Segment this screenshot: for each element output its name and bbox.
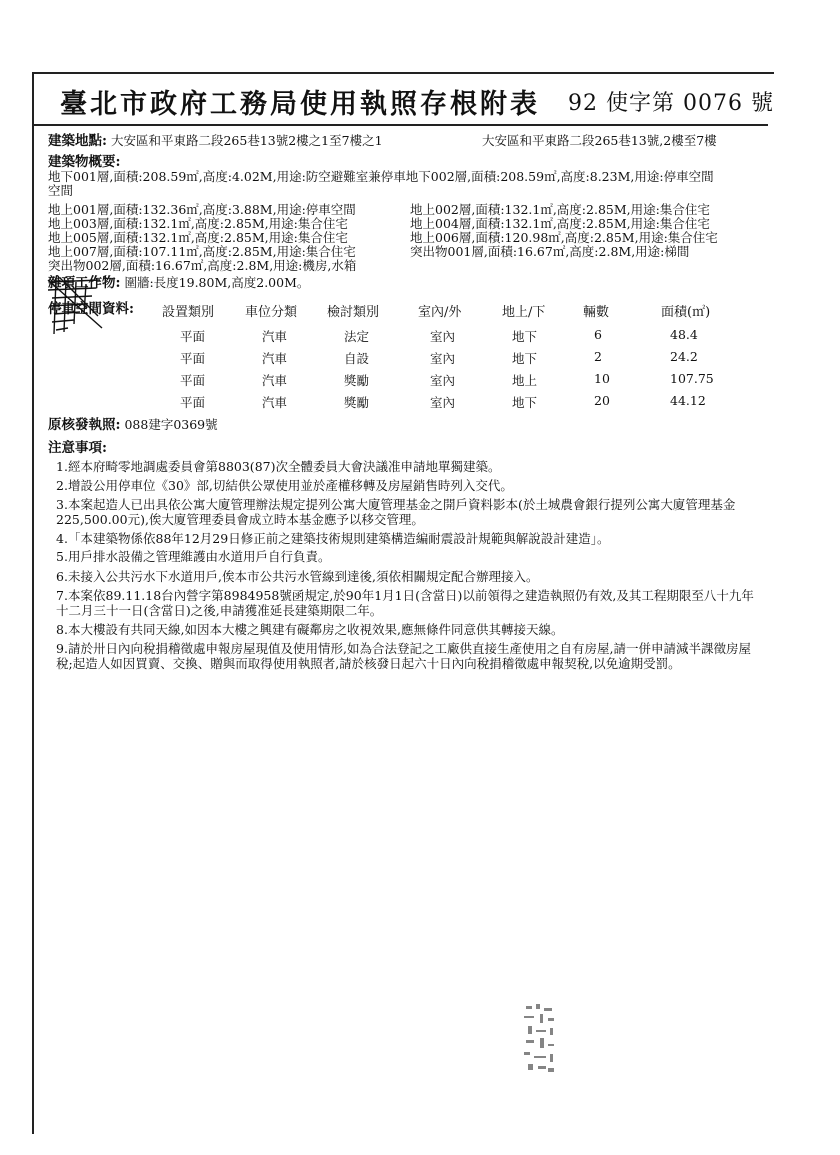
note-item-5 [56,549,762,564]
note-item-9 [56,641,762,671]
parking-cell: 法定 [344,329,370,344]
title-box [32,72,774,126]
parking-cell: 48.4 [670,327,698,342]
original-permit-row [48,418,218,432]
note-number: 8. [56,622,68,637]
note-item-4 [56,531,762,546]
parking-cell: 平面 [180,329,206,344]
parking-label: 停車空間資料: [48,301,134,317]
note-text: 增設公用停車位《30》部,切結供公眾使用並於產權移轉及房屋銷售時列入交代。 [68,478,513,493]
parking-cell: 地下 [512,395,538,410]
note-text: 本案起造人已出具依公寓大廈管理辦法規定提列公寓大廈管理基金之開戶資料影本(於土城農會銀行提列公寓大廈管理基金225,500.00元),俟大廈管理委員會成立時本基金應予以移交管理。 [56,497,736,527]
parking-cell: 汽車 [262,329,288,344]
site-label: 建築地點: [48,133,107,149]
parking-header-5: 地上/下 [502,305,546,320]
basement-line: 地下001層,面積:208.59㎡,高度:4.02M,用途:防空避難室兼停車地下002層,面積:208.59㎡,高度:8.23M,用途:停車空間 [48,169,714,184]
parking-cell: 6 [594,327,602,342]
stamp-mark [520,1002,560,1078]
document-title: 臺北市政府工務局使用執照存根附表 [60,89,540,120]
parking-cell: 室內 [430,329,456,344]
parking-cell: 地下 [512,329,538,344]
floor-left-3: 地上005層,面積:132.1㎡,高度:2.85M,用途:集合住宅 [48,230,348,245]
floor-left-4: 地上007層,面積:107.11㎡,高度:2.85M,用途:集合住宅 [48,244,356,259]
note-text: 經本府畸零地調處委員會第8803(87)次全體委員大會決議准申請地單獨建築。 [68,459,501,474]
note-number: 1. [56,459,68,474]
parking-cell: 室內 [430,373,456,388]
site-address-right: 大安區和平東路二段265巷13號,2樓至7樓 [482,133,717,148]
note-item-3 [56,497,762,527]
document-number: 92 使字第 0076 號 [568,91,774,116]
parking-cell: 地上 [512,373,538,388]
parking-header-3: 檢討類別 [327,305,380,320]
note-text: 用戶排水設備之管理維護由水道用戶自行負責。 [68,549,331,564]
parking-cell: 107.75 [670,371,714,386]
parking-cell: 獎勵 [344,373,370,388]
note-item-6 [56,569,762,584]
parking-cell: 平面 [180,351,206,366]
floor-right-3: 地上006層,面積:120.98㎡,高度:2.85M,用途:集合住宅 [410,230,718,245]
floor-right-4: 突出物001層,面積:16.67㎡,高度:2.8M,用途:梯間 [410,244,690,259]
note-number: 4. [56,531,68,546]
note-text: 本案依89.11.18台內營字第8984958號函規定,於90年1月1日(含當日)以前領得之建造執照仍有效,及其工程期限至八十九年十二月三十一日(含當日)之後,申請獲准延長建築期限二年。 [56,588,754,618]
floor-left-2: 地上003層,面積:132.1㎡,高度:2.85M,用途:集合住宅 [48,216,348,231]
note-number: 6. [56,569,68,584]
misc-label: 雜項工作物: [48,275,121,291]
note-text: 未接入公共污水下水道用戶,俟本市公共污水管線到達後,須依相關規定配合辦理接入。 [68,569,539,584]
floor-right-2: 地上004層,面積:132.1㎡,高度:2.85M,用途:集合住宅 [410,216,710,231]
parking-cell: 室內 [430,351,456,366]
note-text: 本大樓設有共同天線,如因本大樓之興建有礙鄰房之收視效果,應無條件同意供其轉接天線。 [68,622,564,637]
parking-cell: 汽車 [262,351,288,366]
parking-cell: 地下 [512,351,538,366]
original-permit-label: 原核發執照: [48,417,121,433]
note-number: 9. [56,641,68,656]
parking-cell: 24.2 [670,349,698,364]
floor-left-5: 突出物002層,面積:16.67㎡,高度:2.8M,用途:機房,水箱 [48,258,357,273]
parking-header-1: 設置類別 [162,305,215,320]
floor-left-1: 地上001層,面積:132.36㎡,高度:3.88M,用途:停車空間 [48,202,356,217]
parking-cell: 20 [594,393,610,408]
original-permit-value: 088建字0369號 [124,417,218,432]
misc-value: 圍牆:長度19.80M,高度2.00M。 [124,275,310,290]
parking-cell: 獎勵 [344,395,370,410]
parking-cell: 平面 [180,395,206,410]
parking-header-7: 面積(㎡) [661,305,711,320]
parking-header-2: 車位分類 [245,305,298,320]
overview-label: 建築物概要: [48,154,121,170]
parking-cell: 自設 [344,351,370,366]
parking-cell: 2 [594,349,602,364]
note-item-8 [56,622,762,637]
parking-cell: 44.12 [670,393,706,408]
note-number: 5. [56,549,68,564]
parking-cell: 汽車 [262,373,288,388]
parking-header-4: 室內/外 [418,305,462,320]
parking-cell: 室內 [430,395,456,410]
parking-cell: 汽車 [262,395,288,410]
parking-header-6: 輛數 [583,305,610,320]
site-row [48,134,383,148]
basement-line-cont: 空間 [48,183,74,198]
note-number: 2. [56,478,68,493]
site-address-left: 大安區和平東路二段265巷13號2樓之1至7樓之1 [110,133,383,148]
note-item-7 [56,588,762,618]
note-number: 3. [56,497,68,512]
note-text: 請於卅日內向稅捐稽徵處申報房屋現值及使用情形,如為合法登記之工廠供直接生產使用之自有房屋,請一併申請減半課徵房屋稅;起造人如因買賣、交換、贈與而取得使用執照者,請於核發日起六十日內向稅捐稽徵處申報契稅,以免逾期受罰。 [56,641,751,671]
parking-cell: 10 [594,371,610,386]
note-number: 7. [56,588,68,603]
floor-right-1: 地上002層,面積:132.1㎡,高度:2.85M,用途:集合住宅 [410,202,710,217]
note-text: 「本建築物係依88年12月29日修正前之建築技術規則建築構造編耐震設計規範與解說設計建造」。 [68,531,610,546]
notes-label: 注意事項: [48,440,107,456]
note-item-2 [56,478,762,493]
note-item-1 [56,459,762,474]
parking-cell: 平面 [180,373,206,388]
